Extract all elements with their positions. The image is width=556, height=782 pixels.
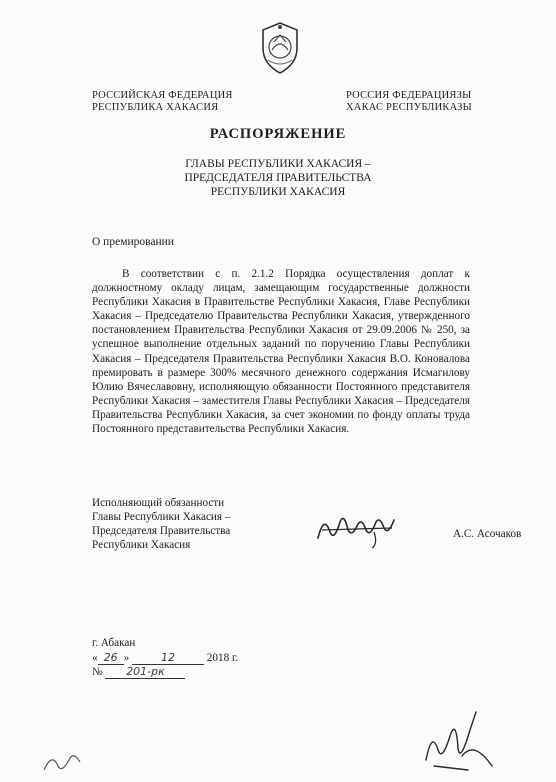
- header-left: [92, 90, 233, 114]
- signer-name: А.С. Асочаков: [453, 528, 522, 540]
- handwritten-mark-icon: [412, 700, 502, 772]
- header-right: [346, 90, 472, 114]
- document-body: В соответствии с п. 2.1.2 Порядка осуществления доплат к должностному окладу лицам, замещающим государственные должности Республики Хакасия в Правительстве Республики Хакасия, Главе Республики Хакасия – Председателю Правительства Республики Хакасия, утвержденного постановлением Правительства Республики Хакасия от 29.09.2006 № 250, за успешное выполнение отдельных заданий по поручению Главы Республики Хакасия – Председателя Правительства Республики Хакасия В.О. Коновалова премировать в размере 300% месячного денежного содержания Исмагилову Юлию Вячеславовну, исполняющую обязанности Постоянного представителя Республики Хакасия – заместителя Главы Республики Хакасия – Председателя Правительства Республики Хакасия, за счет экономии по фонду оплаты труда Постоянного представительства Республики Хакасия.: [92, 268, 470, 436]
- signer-title-line: Главы Республики Хакасия –: [92, 511, 231, 523]
- signer-title-line: Республики Хакасия: [92, 539, 191, 551]
- date-open-quote: «: [92, 652, 98, 664]
- emblem-icon: [258, 20, 302, 76]
- signer-title: [92, 496, 230, 552]
- date-month: 12: [132, 651, 204, 665]
- document-title: РАСПОРЯЖЕНИЕ: [209, 126, 347, 142]
- signature-icon: [314, 508, 404, 550]
- subtitle-line: ПРЕДСЕДАТЕЛЯ ПРАВИТЕЛЬСТВА: [184, 172, 372, 184]
- signer-title-line: Исполняющий обязанности: [92, 497, 225, 509]
- document-place: г. Абакан: [92, 637, 136, 649]
- header-left-line: РОССИЙСКАЯ ФЕДЕРАЦИЯ: [92, 90, 233, 101]
- subtitle-line: ГЛАВЫ РЕСПУБЛИКИ ХАКАСИЯ –: [185, 158, 371, 170]
- signer-title-line: Председателя Правительства: [92, 525, 231, 537]
- date-day: 26: [98, 651, 124, 665]
- document-subtitle: [0, 157, 556, 199]
- number-prefix: №: [92, 666, 103, 678]
- date-close-quote: »: [123, 652, 130, 664]
- number-value: 201-рк: [105, 665, 185, 679]
- document-number: [92, 665, 185, 679]
- document-date: [92, 651, 238, 665]
- header-left-line: РЕСПУБЛИКА ХАКАСИЯ: [92, 102, 219, 113]
- subtitle-line: РЕСПУБЛИКИ ХАКАСИЯ: [210, 186, 346, 198]
- date-year: 2018 г.: [206, 652, 239, 664]
- corner-mark-icon: [40, 746, 84, 778]
- header-right-line: РОССИЯ ФЕДЕРАЦИЯЗЫ: [346, 90, 472, 101]
- document-subject: О премировании: [92, 236, 174, 248]
- header-right-line: ХАКАС РЕСПУБЛИКАЗЫ: [346, 102, 472, 113]
